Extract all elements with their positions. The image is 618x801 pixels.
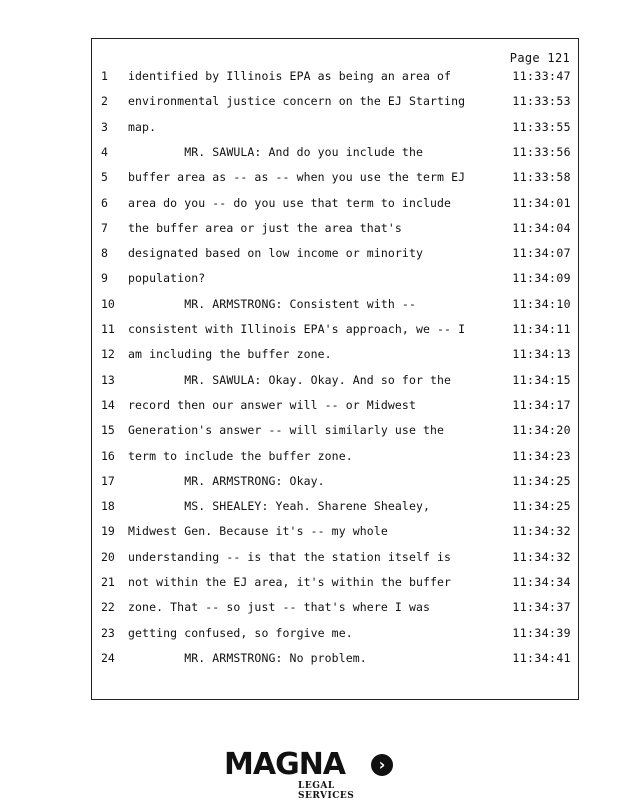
line-text: identified by Illinois EPA as being an area of <box>128 69 452 83</box>
transcript-line <box>92 474 578 494</box>
line-number: 2 <box>101 94 108 109</box>
line-number: 16 <box>101 448 115 463</box>
transcript-page <box>91 38 579 700</box>
magna-logo <box>224 747 394 801</box>
line-timestamp: 11:34:25 <box>512 473 571 488</box>
line-number: 18 <box>101 499 115 514</box>
line-timestamp: 11:34:32 <box>512 549 571 564</box>
line-text: MR. ARMSTRONG: No problem. <box>128 650 367 665</box>
line-number: 8 <box>101 246 108 261</box>
transcript-line <box>92 170 578 190</box>
line-text: designated based on low income or minority <box>128 246 423 261</box>
line-text: am including the buffer zone. <box>128 347 332 362</box>
transcript-line <box>92 398 578 418</box>
transcript-line <box>92 94 578 114</box>
line-number: 11 <box>101 322 115 336</box>
line-timestamp: 11:34:11 <box>512 322 571 336</box>
line-timestamp: 11:34:15 <box>512 372 571 387</box>
transcript-line <box>92 499 578 519</box>
transcript-line <box>92 575 578 595</box>
line-number: 12 <box>101 347 115 362</box>
line-timestamp: 11:34:07 <box>512 246 571 261</box>
line-text: buffer area as -- as -- when you use the term EJ <box>128 170 466 185</box>
line-number: 14 <box>101 397 115 412</box>
transcript-line <box>92 373 578 393</box>
line-timestamp: 11:34:25 <box>512 499 571 514</box>
line-text: understanding -- is that the station itself is <box>128 549 452 564</box>
transcript-line <box>92 626 578 646</box>
line-timestamp: 11:33:56 <box>512 144 571 159</box>
line-number: 15 <box>101 423 115 438</box>
transcript-line <box>92 246 578 266</box>
line-timestamp: 11:34:09 <box>512 271 571 286</box>
line-number: 4 <box>101 144 108 159</box>
line-text: MS. SHEALEY: Yeah. Sharene Shealey, <box>128 499 431 514</box>
line-number: 9 <box>101 271 108 286</box>
line-timestamp: 11:34:23 <box>512 448 571 463</box>
transcript-line <box>92 600 578 620</box>
line-timestamp: 11:34:10 <box>512 296 571 311</box>
transcript-line <box>92 423 578 443</box>
line-number: 20 <box>101 549 115 564</box>
line-text: MR. ARMSTRONG: Consistent with -- <box>128 296 416 311</box>
line-text: getting confused, so forgive me. <box>128 625 353 640</box>
line-text: Midwest Gen. Because it's -- my whole <box>128 524 388 539</box>
logo-subtitle: LEGAL SERVICES <box>298 781 355 801</box>
line-number: 22 <box>101 600 115 615</box>
transcript-line <box>92 221 578 241</box>
line-text: Generation's answer -- will similarly use the <box>128 423 445 438</box>
line-timestamp: 11:33:55 <box>512 119 571 134</box>
line-number: 3 <box>101 119 108 134</box>
line-timestamp: 11:34:37 <box>512 600 571 615</box>
line-number: 23 <box>101 625 115 640</box>
line-text: consistent with Illinois EPA's approach, we -- I <box>128 322 466 336</box>
line-timestamp: 11:34:32 <box>512 524 571 539</box>
line-timestamp: 11:33:53 <box>512 94 571 109</box>
transcript-line <box>92 550 578 570</box>
line-text: population? <box>128 271 206 286</box>
line-text: MR. SAWULA: And do you include the <box>128 144 423 159</box>
logo-wordmark: MAGNA <box>224 747 346 782</box>
line-text: record then our answer will -- or Midwest <box>128 397 416 412</box>
line-text: MR. ARMSTRONG: Okay. <box>128 473 325 488</box>
line-text: term to include the buffer zone. <box>128 448 353 463</box>
line-text: not within the EJ area, it's within the buffer <box>128 575 452 589</box>
transcript-line <box>92 347 578 367</box>
line-timestamp: 11:33:58 <box>512 170 571 185</box>
line-timestamp: 11:34:34 <box>512 575 571 589</box>
line-number: 24 <box>101 650 115 665</box>
transcript-line <box>92 322 578 342</box>
line-timestamp: 11:33:47 <box>512 69 571 83</box>
transcript-line <box>92 271 578 291</box>
line-timestamp: 11:34:41 <box>512 650 571 665</box>
transcript-line <box>92 449 578 469</box>
transcript-line <box>92 69 578 89</box>
line-number: 21 <box>101 575 115 589</box>
line-number: 6 <box>101 195 108 210</box>
line-timestamp: 11:34:39 <box>512 625 571 640</box>
transcript-line <box>92 297 578 317</box>
line-number: 5 <box>101 170 108 185</box>
transcript-line <box>92 145 578 165</box>
transcript-line <box>92 524 578 544</box>
line-number: 13 <box>101 372 115 387</box>
line-text: environmental justice concern on the EJ Starting <box>128 94 466 109</box>
transcript-line <box>92 196 578 216</box>
line-text: map. <box>128 119 157 134</box>
line-text: the buffer area or just the area that's <box>128 220 402 235</box>
line-text: zone. That -- so just -- that's where I was <box>128 600 431 615</box>
line-number: 7 <box>101 220 108 235</box>
transcript-line <box>92 651 578 671</box>
line-text: area do you -- do you use that term to include <box>128 195 452 210</box>
line-timestamp: 11:34:13 <box>512 347 571 362</box>
line-text: MR. SAWULA: Okay. Okay. And so for the <box>128 372 452 387</box>
line-number: 10 <box>101 296 115 311</box>
line-timestamp: 11:34:04 <box>512 220 571 235</box>
line-number: 1 <box>101 69 108 83</box>
line-number: 19 <box>101 524 115 539</box>
transcript-line <box>92 120 578 140</box>
line-timestamp: 11:34:01 <box>512 195 571 210</box>
line-timestamp: 11:34:20 <box>512 423 571 438</box>
line-number: 17 <box>101 473 115 488</box>
line-timestamp: 11:34:17 <box>512 397 571 412</box>
arrow-circle-icon: › <box>371 754 393 776</box>
page-number: Page 121 <box>509 51 570 65</box>
